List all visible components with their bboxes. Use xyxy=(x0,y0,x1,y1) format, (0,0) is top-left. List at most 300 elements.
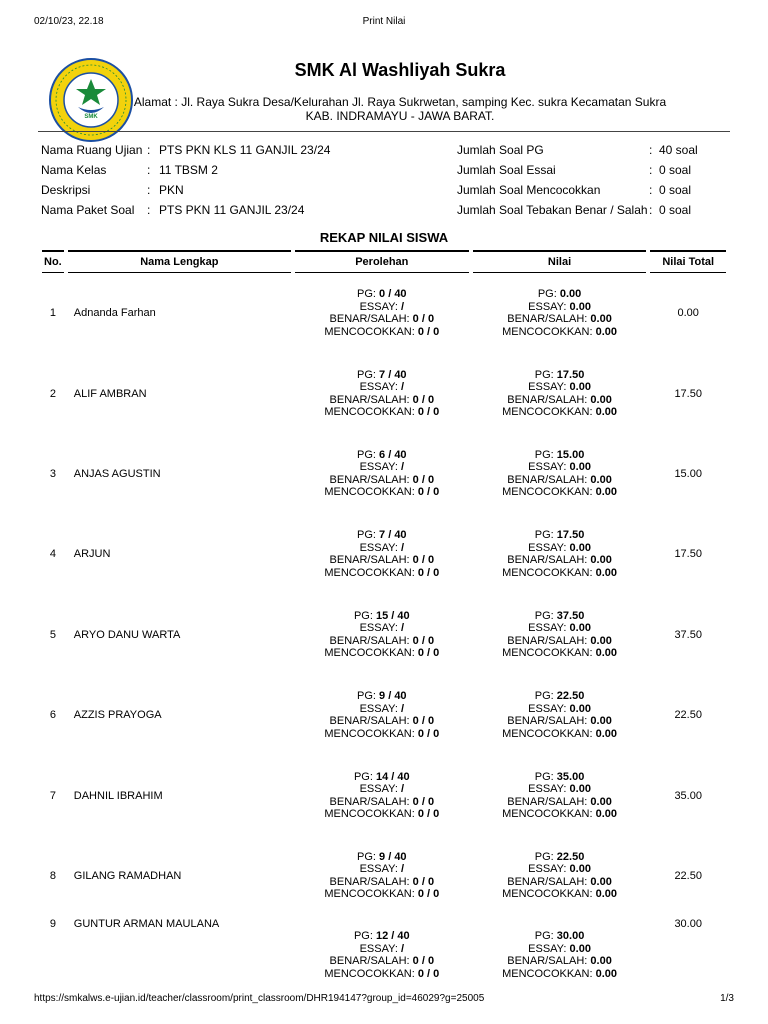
nilai-cell xyxy=(473,595,647,675)
perolehan-value: 0 / 0 xyxy=(412,473,435,486)
print-datetime: 02/10/23, 22.18 xyxy=(34,16,104,27)
info-label: Jumlah Soal PG xyxy=(457,143,544,157)
perolehan-label: PG: xyxy=(353,770,373,783)
perolehan-value: / xyxy=(400,541,405,554)
nilai-value: 0.00 xyxy=(569,541,591,554)
info-value: PKN xyxy=(159,183,184,197)
perolehan-value: 7 / 40 xyxy=(379,529,407,542)
nilai-total: 0.00 xyxy=(677,307,699,320)
nilai-value: 0.00 xyxy=(595,967,618,980)
nilai-value: 0.00 xyxy=(569,300,591,313)
school-address xyxy=(130,95,670,123)
nilai-label: PG: xyxy=(534,770,554,783)
score-table xyxy=(38,250,730,990)
nilai-value: 35.00 xyxy=(556,770,585,783)
nilai-value: 0.00 xyxy=(559,288,582,301)
perolehan-label: MENCOCOKKAN: xyxy=(324,808,415,821)
nilai-line xyxy=(473,703,647,716)
perolehan-value: 0 / 0 xyxy=(417,808,440,821)
perolehan-line xyxy=(295,728,469,741)
perolehan-value: 0 / 0 xyxy=(417,325,440,338)
row-no: 5 xyxy=(49,628,56,641)
info-label: Deskripsi xyxy=(41,183,91,197)
nilai-label: PG: xyxy=(534,930,554,943)
perolehan-cell xyxy=(295,514,469,594)
nilai-label: ESSAY: xyxy=(528,863,567,876)
perolehan-value: / xyxy=(400,381,405,394)
nilai-label: MENCOCOKKAN: xyxy=(502,486,593,499)
nilai-value: 0.00 xyxy=(595,566,618,579)
nilai-value: 0.00 xyxy=(569,702,591,715)
logo-abbrev: SMK xyxy=(84,114,98,120)
nilai-value: 0.00 xyxy=(595,727,618,740)
perolehan-line xyxy=(295,703,469,716)
nilai-line xyxy=(473,808,647,821)
nilai-label: ESSAY: xyxy=(528,300,567,313)
perolehan-line xyxy=(295,394,469,407)
perolehan-label: ESSAY: xyxy=(359,541,398,554)
print-url: https://smkalws.e-ujian.id/teacher/classroom/print_classroom/DHR194147?group_id=46029?g=25005 xyxy=(34,993,485,1004)
nilai-line xyxy=(473,690,647,703)
perolehan-value: 12 / 40 xyxy=(375,930,410,943)
perolehan-line xyxy=(295,567,469,580)
student-name: GILANG RAMADHAN xyxy=(73,869,182,882)
perolehan-value: / xyxy=(400,622,405,635)
nilai-label: PG: xyxy=(534,850,554,863)
nilai-line xyxy=(473,647,647,660)
nilai-total: 17.50 xyxy=(674,387,702,400)
nilai-label: PG: xyxy=(534,448,554,461)
perolehan-label: MENCOCOKKAN: xyxy=(324,888,415,901)
nilai-label: BENAR/SALAH: xyxy=(507,795,588,808)
nilai-line xyxy=(473,783,647,796)
nilai-value: 17.50 xyxy=(556,529,585,542)
perolehan-line xyxy=(295,647,469,660)
info-colon: : xyxy=(147,143,151,157)
nilai-line xyxy=(473,326,647,339)
perolehan-line xyxy=(295,369,469,382)
perolehan-label: BENAR/SALAH: xyxy=(329,554,410,567)
nilai-value: 0.00 xyxy=(590,473,612,486)
perolehan-cell xyxy=(295,434,469,514)
perolehan-line xyxy=(295,542,469,555)
info-label: Nama Paket Soal xyxy=(41,203,135,217)
nilai-line xyxy=(473,313,647,326)
info-colon: : xyxy=(147,163,151,177)
nilai-value: 0.00 xyxy=(590,795,612,808)
perolehan-line xyxy=(295,863,469,876)
nilai-cell xyxy=(473,273,647,353)
perolehan-label: ESSAY: xyxy=(359,863,398,876)
perolehan-line xyxy=(295,622,469,635)
nilai-value: 0.00 xyxy=(595,486,618,499)
perolehan-label: MENCOCOKKAN: xyxy=(324,647,415,660)
perolehan-label: ESSAY: xyxy=(359,783,398,796)
nilai-line xyxy=(473,474,647,487)
perolehan-value: / xyxy=(400,783,405,796)
nilai-line xyxy=(473,449,647,462)
nilai-value: 0.00 xyxy=(595,325,618,338)
perolehan-line xyxy=(295,313,469,326)
nilai-value: 15.00 xyxy=(556,448,585,461)
student-name: GUNTUR ARMAN MAULANA xyxy=(73,918,220,931)
row-no: 3 xyxy=(49,467,56,480)
perolehan-cell xyxy=(295,595,469,675)
nilai-label: BENAR/SALAH: xyxy=(507,715,588,728)
nilai-cell xyxy=(473,514,647,594)
address-line-1: Alamat : Jl. Raya Sukra Desa/Kelurahan Jl. Raya Sukrwetan, samping Kec. sukra Kecamatan Sukra xyxy=(133,95,667,109)
nilai-label: BENAR/SALAH: xyxy=(507,473,588,486)
perolehan-value: / xyxy=(400,702,405,715)
nilai-line xyxy=(473,888,647,901)
nilai-line xyxy=(473,529,647,542)
perolehan-label: MENCOCOKKAN: xyxy=(324,727,415,740)
nilai-total: 15.00 xyxy=(674,467,702,480)
table-row xyxy=(42,916,726,990)
perolehan-label: ESSAY: xyxy=(359,300,398,313)
nilai-label: ESSAY: xyxy=(528,461,567,474)
perolehan-line xyxy=(295,486,469,499)
table-row xyxy=(42,514,726,594)
nilai-label: PG: xyxy=(534,609,554,622)
nilai-line xyxy=(473,301,647,314)
nilai-value: 0.00 xyxy=(590,955,612,968)
nilai-cell xyxy=(473,353,647,433)
rekap-title: REKAP NILAI SISWA xyxy=(319,230,449,245)
nilai-label: MENCOCOKKAN: xyxy=(502,727,593,740)
nilai-value: 0.00 xyxy=(595,888,618,901)
perolehan-cell xyxy=(295,273,469,353)
info-value: 0 soal xyxy=(659,163,692,177)
nilai-label: PG: xyxy=(534,690,554,703)
info-row xyxy=(457,143,737,159)
perolehan-label: MENCOCOKKAN: xyxy=(324,325,415,338)
nilai-line xyxy=(473,968,647,981)
perolehan-value: / xyxy=(400,461,405,474)
perolehan-label: MENCOCOKKAN: xyxy=(324,967,415,980)
perolehan-value: 0 / 0 xyxy=(412,795,435,808)
col-total: Nilai Total xyxy=(650,250,726,273)
row-no: 9 xyxy=(49,918,56,931)
nilai-value: 0.00 xyxy=(595,647,618,660)
nilai-line xyxy=(473,851,647,864)
info-label: Jumlah Soal Tebakan Benar / Salah xyxy=(457,203,648,217)
perolehan-value: 7 / 40 xyxy=(379,368,407,381)
info-label: Nama Ruang Ujian xyxy=(41,143,143,157)
nilai-line xyxy=(473,715,647,728)
nilai-label: BENAR/SALAH: xyxy=(507,554,588,567)
nilai-value: 37.50 xyxy=(556,609,585,622)
perolehan-label: ESSAY: xyxy=(359,622,398,635)
nilai-total: 22.50 xyxy=(674,709,702,722)
perolehan-label: PG: xyxy=(353,930,373,943)
nilai-line xyxy=(473,863,647,876)
nilai-label: MENCOCOKKAN: xyxy=(502,967,593,980)
nilai-label: ESSAY: xyxy=(528,942,567,955)
table-row xyxy=(42,273,726,353)
nilai-line xyxy=(473,567,647,580)
perolehan-line xyxy=(295,851,469,864)
perolehan-label: BENAR/SALAH: xyxy=(329,875,410,888)
nilai-label: ESSAY: xyxy=(528,541,567,554)
perolehan-label: PG: xyxy=(357,368,376,381)
student-name: ARJUN xyxy=(73,548,111,561)
col-perolehan: Perolehan xyxy=(295,250,469,273)
perolehan-label: BENAR/SALAH: xyxy=(329,795,410,808)
perolehan-line xyxy=(295,610,469,623)
col-no: No. xyxy=(42,250,64,273)
perolehan-value: 9 / 40 xyxy=(379,690,407,703)
nilai-line xyxy=(473,771,647,784)
nilai-cell xyxy=(473,836,647,916)
perolehan-line xyxy=(295,554,469,567)
nilai-value: 30.00 xyxy=(556,930,585,943)
table-row xyxy=(42,353,726,433)
nilai-total: 37.50 xyxy=(674,628,702,641)
perolehan-value: / xyxy=(400,863,405,876)
student-name: DAHNIL IBRAHIM xyxy=(73,789,163,802)
perolehan-value: 0 / 0 xyxy=(417,566,440,579)
perolehan-value: 0 / 0 xyxy=(417,727,440,740)
perolehan-line xyxy=(295,381,469,394)
perolehan-label: MENCOCOKKAN: xyxy=(324,486,415,499)
perolehan-line xyxy=(295,968,469,981)
school-name: SMK Al Washliyah Sukra xyxy=(294,60,506,80)
col-nilai: Nilai xyxy=(473,250,647,273)
perolehan-label: MENCOCOKKAN: xyxy=(324,406,415,419)
perolehan-line xyxy=(295,783,469,796)
perolehan-line xyxy=(295,288,469,301)
nilai-line xyxy=(473,406,647,419)
nilai-label: BENAR/SALAH: xyxy=(507,634,588,647)
perolehan-value: 0 / 0 xyxy=(412,393,435,406)
nilai-label: MENCOCOKKAN: xyxy=(502,888,593,901)
table-body xyxy=(42,273,726,990)
nilai-label: BENAR/SALAH: xyxy=(507,875,588,888)
nilai-total: 30.00 xyxy=(674,918,702,931)
row-no: 1 xyxy=(49,307,56,320)
perolehan-line xyxy=(295,955,469,968)
nilai-value: 0.00 xyxy=(595,808,618,821)
nilai-value: 0.00 xyxy=(569,461,591,474)
nilai-value: 0.00 xyxy=(569,381,591,394)
info-value: 0 soal xyxy=(659,183,692,197)
nilai-value: 0.00 xyxy=(590,715,612,728)
nilai-label: MENCOCOKKAN: xyxy=(502,647,593,660)
nilai-label: PG: xyxy=(537,288,557,301)
perolehan-value: 0 / 0 xyxy=(417,967,440,980)
info-colon: : xyxy=(649,143,653,157)
perolehan-value: 15 / 40 xyxy=(375,609,410,622)
student-name: ARYO DANU WARTA xyxy=(73,628,181,641)
nilai-value: 22.50 xyxy=(556,690,585,703)
perolehan-value: 0 / 0 xyxy=(412,875,435,888)
nilai-line xyxy=(473,369,647,382)
info-label: Nama Kelas xyxy=(41,163,107,177)
nilai-total: 17.50 xyxy=(674,548,702,561)
nilai-value: 0.00 xyxy=(590,554,612,567)
nilai-line xyxy=(473,461,647,474)
perolehan-value: 0 / 0 xyxy=(417,647,440,660)
table-row xyxy=(42,595,726,675)
perolehan-label: BENAR/SALAH: xyxy=(329,473,410,486)
info-colon: : xyxy=(147,203,151,217)
nilai-label: MENCOCOKKAN: xyxy=(502,566,593,579)
table-row xyxy=(42,755,726,835)
perolehan-line xyxy=(295,930,469,943)
nilai-cell xyxy=(473,755,647,835)
perolehan-label: MENCOCOKKAN: xyxy=(324,566,415,579)
perolehan-label: PG: xyxy=(357,448,376,461)
nilai-label: ESSAY: xyxy=(528,702,567,715)
nilai-value: 0.00 xyxy=(595,406,618,419)
perolehan-line xyxy=(295,876,469,889)
table-row xyxy=(42,434,726,514)
info-row xyxy=(41,203,421,219)
perolehan-line xyxy=(295,771,469,784)
info-colon: : xyxy=(649,163,653,177)
info-row xyxy=(41,183,421,199)
perolehan-line xyxy=(295,888,469,901)
perolehan-label: PG: xyxy=(357,529,376,542)
perolehan-value: 0 / 40 xyxy=(379,288,407,301)
perolehan-label: ESSAY: xyxy=(359,942,398,955)
student-name: ANJAS AGUSTIN xyxy=(73,467,161,480)
info-colon: : xyxy=(649,183,653,197)
row-no: 7 xyxy=(49,789,56,802)
perolehan-value: 0 / 0 xyxy=(412,715,435,728)
perolehan-label: ESSAY: xyxy=(359,461,398,474)
info-value: 11 TBSM 2 xyxy=(159,163,218,177)
info-row xyxy=(457,163,737,179)
nilai-cell xyxy=(473,434,647,514)
col-name: Nama Lengkap xyxy=(68,250,291,273)
row-no: 6 xyxy=(49,709,56,722)
perolehan-label: PG: xyxy=(357,288,376,301)
perolehan-value: 9 / 40 xyxy=(379,850,407,863)
student-name: AZZIS PRAYOGA xyxy=(73,709,162,722)
nilai-label: MENCOCOKKAN: xyxy=(502,808,593,821)
nilai-line xyxy=(473,288,647,301)
perolehan-line xyxy=(295,715,469,728)
nilai-label: MENCOCOKKAN: xyxy=(502,325,593,338)
perolehan-value: 0 / 0 xyxy=(417,888,440,901)
perolehan-cell xyxy=(295,916,469,990)
perolehan-line xyxy=(295,529,469,542)
perolehan-label: BENAR/SALAH: xyxy=(329,955,410,968)
perolehan-cell xyxy=(295,675,469,755)
info-row xyxy=(457,203,737,219)
nilai-line xyxy=(473,955,647,968)
nilai-line xyxy=(473,728,647,741)
nilai-line xyxy=(473,943,647,956)
nilai-label: PG: xyxy=(534,368,554,381)
student-name: ALIF AMBRAN xyxy=(73,387,147,400)
info-label: Jumlah Soal Essai xyxy=(457,163,556,177)
perolehan-line xyxy=(295,474,469,487)
nilai-label: PG: xyxy=(534,529,554,542)
perolehan-label: PG: xyxy=(357,850,376,863)
nilai-line xyxy=(473,394,647,407)
nilai-label: BENAR/SALAH: xyxy=(507,313,588,326)
perolehan-line xyxy=(295,943,469,956)
perolehan-line xyxy=(295,635,469,648)
perolehan-cell xyxy=(295,353,469,433)
info-value: PTS PKN KLS 11 GANJIL 23/24 xyxy=(159,143,331,157)
perolehan-value: 14 / 40 xyxy=(375,770,410,783)
perolehan-value: 0 / 0 xyxy=(412,634,435,647)
student-name: Adnanda Farhan xyxy=(73,307,156,320)
nilai-value: 0.00 xyxy=(569,863,591,876)
info-label: Jumlah Soal Mencocokkan xyxy=(457,183,601,197)
nilai-value: 0.00 xyxy=(590,313,612,326)
nilai-cell xyxy=(473,916,647,990)
perolehan-cell xyxy=(295,755,469,835)
perolehan-label: BENAR/SALAH: xyxy=(329,634,410,647)
nilai-cell xyxy=(473,675,647,755)
perolehan-value: 6 / 40 xyxy=(379,448,407,461)
perolehan-value: 0 / 0 xyxy=(417,486,440,499)
table-row xyxy=(42,836,726,916)
nilai-total: 22.50 xyxy=(674,869,702,882)
perolehan-cell xyxy=(295,836,469,916)
nilai-label: MENCOCOKKAN: xyxy=(502,406,593,419)
table-header-row xyxy=(42,250,726,273)
info-row xyxy=(41,163,421,179)
perolehan-line xyxy=(295,796,469,809)
perolehan-label: PG: xyxy=(357,690,376,703)
nilai-line xyxy=(473,610,647,623)
perolehan-line xyxy=(295,301,469,314)
info-row xyxy=(457,183,737,199)
nilai-line xyxy=(473,381,647,394)
nilai-total: 35.00 xyxy=(674,789,702,802)
row-no: 2 xyxy=(49,387,56,400)
perolehan-value: 0 / 0 xyxy=(412,554,435,567)
info-value: 0 soal xyxy=(659,203,692,217)
nilai-line xyxy=(473,876,647,889)
nilai-line xyxy=(473,486,647,499)
nilai-value: 0.00 xyxy=(590,634,612,647)
nilai-value: 0.00 xyxy=(590,393,612,406)
nilai-line xyxy=(473,930,647,943)
row-no: 8 xyxy=(49,869,56,882)
nilai-label: ESSAY: xyxy=(528,622,567,635)
nilai-label: ESSAY: xyxy=(528,783,567,796)
address-line-2: KAB. INDRAMAYU - JAWA BARAT. xyxy=(305,109,495,123)
nilai-line xyxy=(473,635,647,648)
perolehan-label: ESSAY: xyxy=(359,702,398,715)
info-value: 40 soal xyxy=(659,143,698,157)
perolehan-label: BENAR/SALAH: xyxy=(329,313,410,326)
nilai-value: 0.00 xyxy=(569,622,591,635)
info-value: PTS PKN 11 GANJIL 23/24 xyxy=(159,203,305,217)
header-divider xyxy=(38,131,730,132)
nilai-line xyxy=(473,542,647,555)
nilai-value: 0.00 xyxy=(590,875,612,888)
info-row xyxy=(41,143,421,159)
perolehan-line xyxy=(295,326,469,339)
perolehan-label: ESSAY: xyxy=(359,381,398,394)
page-number: 1/3 xyxy=(720,993,734,1004)
perolehan-label: BENAR/SALAH: xyxy=(329,715,410,728)
nilai-line xyxy=(473,554,647,567)
perolehan-value: 0 / 0 xyxy=(412,313,435,326)
nilai-label: BENAR/SALAH: xyxy=(507,955,588,968)
row-no: 4 xyxy=(49,548,56,561)
perolehan-line xyxy=(295,690,469,703)
perolehan-value: 0 / 0 xyxy=(412,955,435,968)
